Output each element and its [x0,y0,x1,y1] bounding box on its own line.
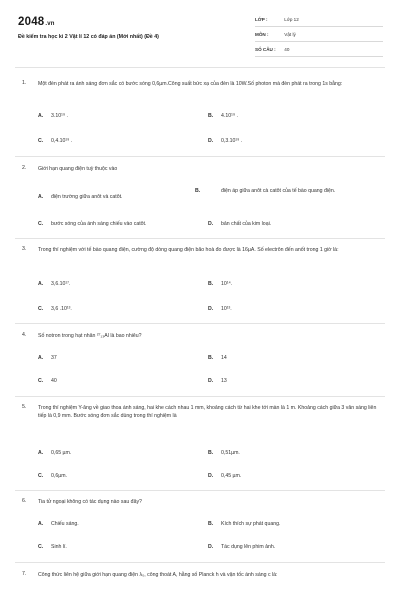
question-divider [15,562,385,563]
question-number: 6. [22,498,27,504]
question-text: Công thức liên hệ giữa giới hạn quang điện λ₀, công thoát A, hằng số Planck h và vận tốc ánh sáng c là: [38,572,278,578]
meta-subject-key: MÔN : [255,32,269,37]
logo-text: 2048 [18,16,45,28]
meta-count-key: SỐ CÂU : [255,47,276,52]
option-label: C. [38,221,44,227]
site-logo[interactable] [18,16,55,28]
meta-subject-value: Vật lý [284,32,296,37]
option-label: D. [208,473,214,479]
header-divider [15,67,385,68]
option-d[interactable] [208,472,378,480]
option-text: 0,3.10¹⁹ . [221,138,243,144]
option-text: 10¹³. [221,306,232,312]
option-label: B. [208,355,214,361]
question-divider [15,238,385,239]
option-a[interactable] [38,449,188,457]
question-divider [15,323,385,324]
document-title: Đề kiểm tra học kì 2 Vật lí 12 có đáp án (Mới nhất) (Đề 4) [18,34,159,40]
meta-count [255,47,289,52]
meta-class-key: LỚP : [255,17,268,22]
option-text: 3,6 .10¹³. [51,306,72,312]
option-text: Sinh lí. [51,544,67,550]
option-label: A. [38,113,44,119]
meta-count-value: 40 [284,47,290,52]
question-text: Một đèn phát ra ánh sáng đơn sắc có bước sóng 0,6µm.Công suất bức xạ của đèn là 10W.Số photon mà đèn phát ra trong 1s bằng: [38,81,343,87]
question-text: Trong thí nghiệm với tế bào quang điện, cường độ dòng quang điện bão hoà đo được là 16µA. Số electrôn đến anốt trong 1 giờ là: [38,247,339,253]
option-text: Chiếu sáng. [51,521,79,527]
option-label: B. [208,113,214,119]
option-text: điện áp giữa anôt cà catôt của tế bào quang điện. [221,188,336,194]
option-c[interactable] [38,137,188,145]
option-text: 14 [221,355,227,361]
option-label: B. [208,521,214,527]
option-text: 0,65 µm. [51,450,72,456]
option-a[interactable] [38,354,188,362]
option-b[interactable] [208,354,378,362]
option-a[interactable] [38,280,188,288]
question-text: Số notron trong hạt nhân ²⁷₁₃Al là bao nhiêu? [38,333,142,339]
option-text: 0,4.10¹⁹ . [51,138,73,144]
option-text: 0,6µm. [51,473,67,479]
option-a[interactable] [38,112,188,120]
option-label: A. [38,521,44,527]
option-text: 13 [221,378,227,384]
option-label: C. [38,473,44,479]
option-d[interactable] [208,305,378,313]
option-text: 37 [51,355,57,361]
option-text: điện trường giữa anôt và catôt. [51,194,123,200]
option-text: 0,45 µm. [221,473,242,479]
option-d[interactable] [208,377,378,385]
option-text: bản chất của kim loại. [221,221,272,227]
option-d[interactable] [208,137,378,145]
option-a[interactable] [38,520,188,528]
option-text: 10¹⁴. [221,281,233,287]
option-label: C. [38,138,44,144]
option-c[interactable] [38,305,188,313]
question-number: 1. [22,80,27,86]
question-divider [15,396,385,397]
option-b[interactable] [208,449,378,457]
option-text: 40 [51,378,57,384]
question-text: Tia tử ngoại không có tác dụng nào sau đây? [38,499,142,505]
option-text: bước sóng của ánh sáng chiếu vào catôt. [51,221,147,227]
meta-divider [255,26,383,27]
option-c[interactable] [38,377,188,385]
question-number: 5. [22,404,27,410]
logo-suffix: .vn [45,21,55,27]
option-label: B. [208,450,214,456]
option-text: 3,6.10¹⁷. [51,281,71,287]
option-c[interactable] [38,472,188,480]
option-b[interactable] [208,520,378,528]
question-divider [15,156,385,157]
option-label: D. [208,221,214,227]
question-number: 2. [22,165,27,171]
option-label: C. [38,306,44,312]
meta-class [255,17,299,22]
question-number: 7. [22,571,27,577]
meta-subject [255,32,296,37]
option-label: A. [38,194,44,200]
question-divider [15,490,385,491]
option-text: 3.10¹⁹ . [51,113,68,119]
question-number: 4. [22,332,27,338]
option-b[interactable] [195,187,371,195]
question-text: Trong thí nghiệm Y-âng về giao thoa ánh sáng, hai khe cách nhau 1 mm, khoảng cách từ hai khe tới màn là 1 m. Khoảng cách giữa 3 vân sáng liên tiếp là 0,9 mm. Bước sóng đơn sắc dùng trong thí nghiệm là [38,405,377,420]
option-d[interactable] [208,220,378,228]
option-label: D. [208,378,214,384]
option-d[interactable] [208,543,378,551]
option-c[interactable] [38,543,188,551]
option-label: A. [38,450,44,456]
option-c[interactable] [38,220,188,228]
option-text: Tác dụng lên phim ảnh. [221,544,276,550]
option-label: A. [38,281,44,287]
option-label: C. [38,378,44,384]
option-label: D. [208,138,214,144]
option-a[interactable] [38,193,188,201]
meta-divider [255,56,383,57]
header [0,0,400,68]
question-number: 3. [22,246,27,252]
option-text: 0,51µm. [221,450,240,456]
option-label: D. [208,306,214,312]
option-b[interactable] [208,112,378,120]
option-label: C. [38,544,44,550]
option-b[interactable] [208,280,378,288]
option-label: D. [208,544,214,550]
meta-class-value: Lớp 12 [284,17,299,22]
option-label: A. [38,355,44,361]
question-text: Giới hạn quang điện tuỳ thuộc vào [38,166,118,172]
option-text: Kích thích sự phát quang. [221,521,281,527]
option-text: 4.10¹⁹ . [221,113,238,119]
option-label: B. [208,281,214,287]
option-label: B. [195,188,201,194]
meta-divider [255,41,383,42]
